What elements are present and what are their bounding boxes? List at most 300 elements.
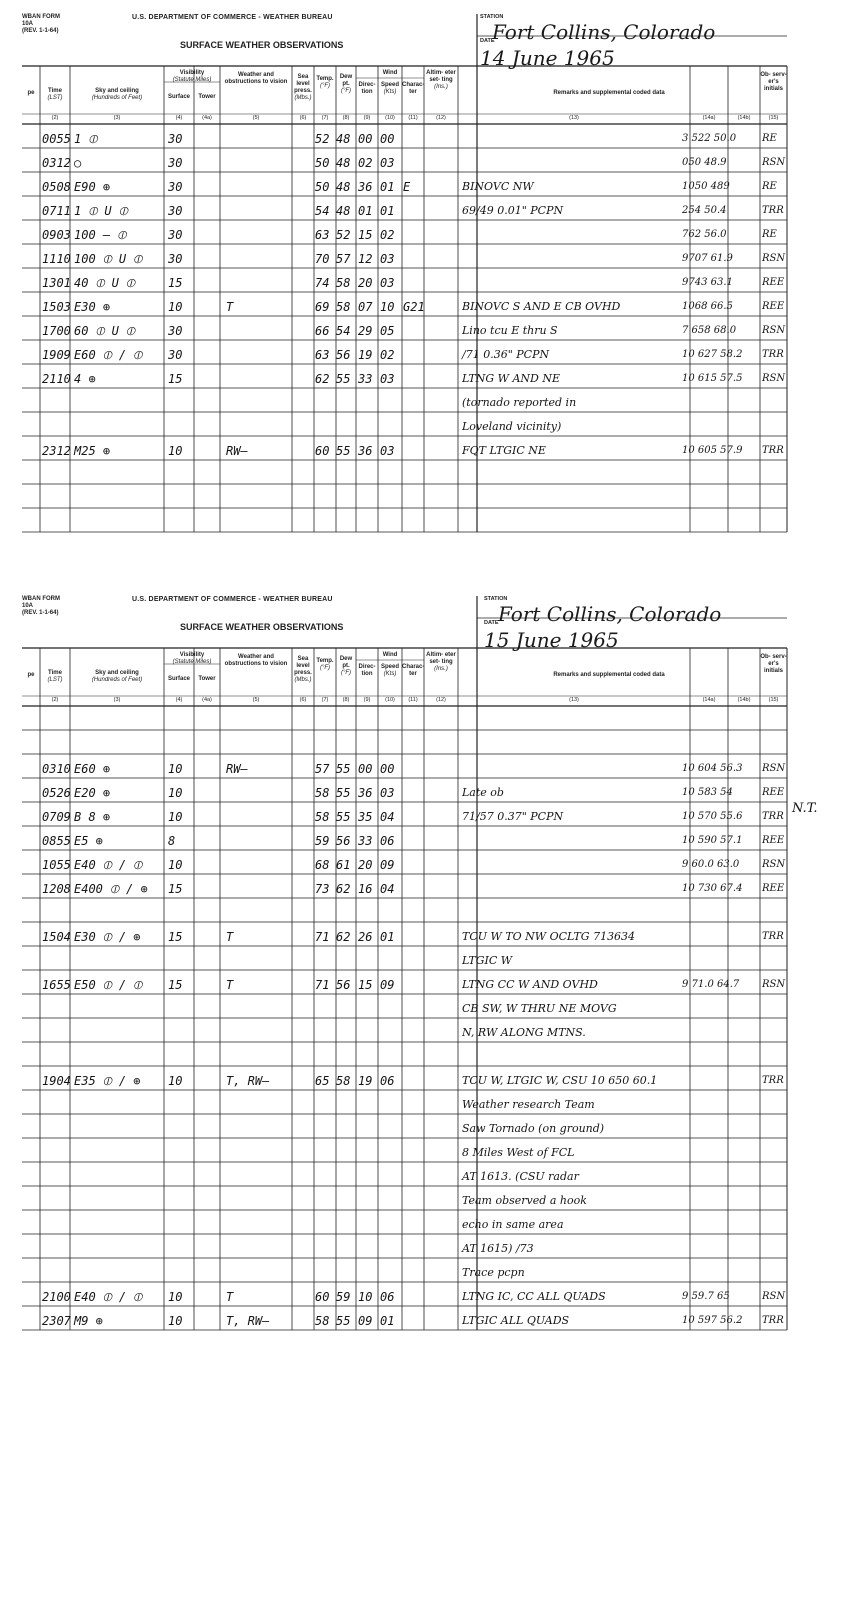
cell-dew: 48	[336, 156, 351, 170]
cell-spd: 05	[380, 324, 395, 338]
cell-sky: 1 ⦶ U ⦶	[74, 204, 128, 218]
cell-temp: 70	[315, 252, 330, 266]
cell-vis: 10	[168, 786, 183, 800]
cell-spd: 01	[380, 930, 395, 944]
observation-sheet-june-14	[22, 14, 812, 544]
column-number: (5)	[252, 697, 260, 703]
column-header	[402, 664, 424, 678]
cell-dir: 29	[358, 324, 373, 338]
cell-coded: 10 730 67.4	[682, 883, 743, 894]
agency-name: U.S. DEPARTMENT OF COMMERCE - WEATHER BUREAU	[132, 14, 333, 21]
cell-time: 1208	[42, 882, 71, 896]
observation-date: 15 June 1965	[484, 628, 619, 652]
cell-weather: T	[226, 930, 234, 944]
column-header-unit: (°F)	[340, 88, 352, 94]
cell-init: RSN	[762, 373, 786, 384]
cell-time: 1110	[42, 252, 71, 266]
cell-weather: RW—	[226, 444, 248, 458]
cell-remarks: Weather research Team	[462, 1098, 595, 1111]
cell-dew: 62	[336, 882, 351, 896]
cell-coded: 9707 61.9	[682, 253, 733, 264]
column-number: (8)	[342, 115, 350, 121]
column-header	[70, 88, 164, 102]
column-header	[40, 88, 70, 102]
column-header	[292, 656, 314, 684]
cell-vis: 30	[168, 324, 183, 338]
cell-time: 0855	[42, 834, 71, 848]
cell-temp: 74	[315, 276, 330, 290]
cell-temp: 60	[315, 1290, 330, 1304]
cell-remarks: BINOVC NW	[462, 180, 534, 193]
column-header-label: Charac- ter	[402, 82, 425, 95]
column-header-label: Wind	[382, 70, 398, 76]
cell-temp: 57	[315, 762, 330, 776]
cell-dew: 56	[336, 834, 351, 848]
column-header	[356, 82, 378, 96]
cell-vis: 10	[168, 1074, 183, 1088]
cell-dir: 20	[358, 276, 373, 290]
column-header-label: Ob- serv- er's initials	[760, 72, 787, 92]
cell-sky: 1 ⦶	[74, 132, 98, 146]
column-header	[356, 70, 424, 77]
cell-spd: 01	[380, 204, 395, 218]
column-header-unit: (Ins.)	[434, 666, 448, 672]
column-header	[378, 82, 402, 96]
form-title: SURFACE WEATHER OBSERVATIONS	[180, 622, 344, 632]
cell-spd: 03	[380, 156, 395, 170]
column-header-label: Charac- ter	[402, 664, 425, 677]
cell-init: RSN	[762, 325, 786, 336]
cell-vis: 8	[168, 834, 176, 848]
cell-temp: 60	[315, 444, 330, 458]
cell-char: E	[403, 180, 411, 194]
cell-time: 0903	[42, 228, 71, 242]
cell-remarks: AT 1613. (CSU radar	[462, 1170, 579, 1183]
cell-coded: 050 48.9	[682, 157, 727, 168]
cell-vis: 10	[168, 858, 183, 872]
cell-vis: 15	[168, 930, 183, 944]
column-header	[194, 94, 220, 101]
column-header-unit: (Kts)	[383, 89, 397, 95]
cell-init: TRR	[762, 811, 784, 822]
cell-coded: 7 658 68.0	[682, 325, 737, 336]
cell-dew: 55	[336, 786, 351, 800]
column-header-unit: (°F)	[319, 665, 331, 671]
column-header-unit: (Ins.)	[434, 84, 448, 90]
cell-dew: 56	[336, 978, 351, 992]
cell-sky: ○	[74, 156, 82, 170]
cell-temp: 68	[315, 858, 330, 872]
cell-vis: 30	[168, 252, 183, 266]
cell-dir: 20	[358, 858, 373, 872]
cell-temp: 63	[315, 228, 330, 242]
cell-init: TRR	[762, 445, 784, 456]
column-header	[220, 654, 292, 668]
column-header-label: Speed	[380, 664, 399, 670]
column-number: (8)	[342, 697, 350, 703]
column-header	[458, 672, 760, 679]
cell-vis: 30	[168, 228, 183, 242]
column-header-label: Wind	[382, 652, 398, 658]
cell-coded: 9 59.7 65	[682, 1291, 730, 1302]
column-header-unit: (°F)	[340, 670, 352, 676]
cell-remarks: LTNG IC, CC ALL QUADS	[462, 1290, 606, 1303]
cell-init: RSN	[762, 157, 786, 168]
column-number: (7)	[321, 697, 329, 703]
column-header-unit: (LST)	[47, 677, 63, 683]
column-header	[164, 94, 194, 101]
cell-remarks: Team observed a hook	[462, 1194, 587, 1207]
column-number: (4)	[175, 697, 183, 703]
cell-sky: 60 ⦶ U ⦶	[74, 324, 135, 338]
cell-vis: 15	[168, 978, 183, 992]
cell-coded: 1068 66.5	[682, 301, 733, 312]
cell-temp: 71	[315, 930, 330, 944]
cell-time: 0526	[42, 786, 71, 800]
cell-spd: 09	[380, 978, 395, 992]
cell-spd: 03	[380, 372, 395, 386]
cell-dir: 36	[358, 786, 373, 800]
cell-dew: 55	[336, 810, 351, 824]
cell-sky: M9 ⊕	[74, 1314, 103, 1328]
cell-spd: 01	[380, 180, 395, 194]
column-header-label: Dew pt.	[339, 656, 353, 669]
cell-dew: 54	[336, 324, 351, 338]
column-header	[292, 74, 314, 102]
cell-coded: 9 60.0 63.0	[682, 859, 740, 870]
column-number: (3)	[113, 115, 121, 121]
station-label: STATION	[480, 14, 504, 20]
cell-init: RE	[762, 229, 777, 240]
column-header	[194, 676, 220, 683]
cell-vis: 30	[168, 204, 183, 218]
cell-sky: E40 ⦶ / ⦶	[74, 858, 142, 872]
cell-weather: T	[226, 978, 234, 992]
cell-dew: 61	[336, 858, 351, 872]
cell-dir: 02	[358, 156, 373, 170]
cell-temp: 71	[315, 978, 330, 992]
column-number: (14b)	[737, 115, 751, 121]
column-number: (6)	[299, 697, 307, 703]
cell-dir: 15	[358, 978, 373, 992]
column-header-label: Sea level press.	[294, 656, 312, 676]
column-header-label: Altim- eter set- ting	[426, 70, 456, 83]
cell-vis: 10	[168, 762, 183, 776]
cell-dew: 55	[336, 1314, 351, 1328]
column-header-unit: (°F)	[319, 83, 331, 89]
cell-coded: 10 627 58.2	[682, 349, 743, 360]
cell-dir: 00	[358, 132, 373, 146]
cell-spd: 06	[380, 1290, 395, 1304]
form-grid	[22, 596, 812, 1336]
cell-remarks: /71 0.36" PCPN	[462, 348, 550, 361]
cell-coded: 254 50.4	[682, 205, 727, 216]
cell-temp: 62	[315, 372, 330, 386]
column-number: (14a)	[702, 115, 716, 121]
cell-vis: 10	[168, 810, 183, 824]
column-number: (14b)	[737, 697, 751, 703]
column-number: (12)	[436, 697, 446, 703]
cell-spd: 03	[380, 786, 395, 800]
cell-time: 0310	[42, 762, 71, 776]
cell-dew: 48	[336, 204, 351, 218]
column-header	[402, 82, 424, 96]
column-number: (4a)	[202, 115, 212, 121]
cell-spd: 00	[380, 762, 395, 776]
cell-dew: 55	[336, 444, 351, 458]
cell-remarks: LTGIC W	[462, 954, 513, 967]
cell-sky: E60 ⊕	[74, 762, 111, 776]
cell-spd: 10	[380, 300, 395, 314]
cell-init: REE	[762, 787, 785, 798]
cell-temp: 58	[315, 786, 330, 800]
cell-temp: 73	[315, 882, 330, 896]
cell-weather: T, RW—	[226, 1314, 270, 1328]
cell-temp: 52	[315, 132, 330, 146]
cell-remarks: BINOVC S AND E CB OVHD	[462, 300, 621, 313]
cell-remarks: 71/57 0.37" PCPN	[462, 810, 564, 823]
cell-remarks: LTGIC ALL QUADS	[462, 1314, 570, 1327]
column-number: (15)	[768, 115, 779, 121]
cell-sky: E20 ⊕	[74, 786, 111, 800]
column-header-label: Tower	[198, 94, 216, 100]
cell-init: TRR	[762, 205, 784, 216]
cell-init: REE	[762, 835, 785, 846]
cell-spd: 03	[380, 444, 395, 458]
cell-sky: 4 ⊕	[74, 372, 96, 386]
cell-sky: E30 ⊕	[74, 300, 111, 314]
column-header-label: Sea level press.	[294, 74, 312, 94]
form-id: WBAN FORM 10A (REV. 1-1-64)	[22, 14, 60, 34]
cell-dir: 36	[358, 444, 373, 458]
column-header	[164, 70, 220, 84]
cell-remarks: TCU W, LTGIC W, CSU 10 650 60.1	[462, 1074, 658, 1087]
column-header	[220, 72, 292, 86]
cell-sky: E60 ⦶ / ⦶	[74, 348, 142, 362]
cell-dew: 58	[336, 276, 351, 290]
column-header-label: Remarks and supplemental coded data	[553, 90, 665, 96]
cell-dew: 56	[336, 348, 351, 362]
cell-remarks: N, RW ALONG MTNS.	[462, 1026, 586, 1039]
column-header-label: Time	[48, 670, 62, 676]
cell-time: 1055	[42, 858, 71, 872]
cell-coded: 1050 489	[682, 181, 730, 192]
column-header-label: Temp.	[316, 658, 334, 664]
cell-sky: E35 ⦶ / ⊕	[74, 1074, 141, 1088]
cell-init: RSN	[762, 859, 786, 870]
column-number: (11)	[408, 697, 418, 703]
cell-remarks: TCU W TO NW OCLTG 713634	[462, 930, 636, 943]
column-number: (4a)	[202, 697, 212, 703]
column-number: (11)	[408, 115, 418, 121]
margin-note: N.T.	[792, 801, 818, 816]
column-header	[356, 664, 378, 678]
column-header-label: Tower	[198, 676, 216, 682]
column-header	[22, 672, 40, 679]
cell-coded: 3 522 50.0	[682, 133, 737, 144]
cell-dir: 16	[358, 882, 373, 896]
cell-spd: 01	[380, 1314, 395, 1328]
cell-dew: 48	[336, 132, 351, 146]
cell-remarks: AT 1615) /73	[462, 1242, 534, 1255]
cell-dew: 59	[336, 1290, 351, 1304]
cell-dew: 57	[336, 252, 351, 266]
column-header	[458, 90, 760, 97]
cell-coded: 10 615 57.5	[682, 373, 743, 384]
cell-spd: 03	[380, 252, 395, 266]
cell-sky: 40 ⦶ U ⦶	[74, 276, 135, 290]
cell-dir: 35	[358, 810, 373, 824]
column-header-unit: (Hundreds of Feet)	[91, 677, 143, 683]
column-header-unit: (Hundreds of Feet)	[91, 95, 143, 101]
column-header-unit: (Statute Miles)	[172, 659, 212, 665]
cell-sky: E5 ⊕	[74, 834, 103, 848]
cell-temp: 69	[315, 300, 330, 314]
column-header	[760, 654, 787, 675]
cell-remarks: Late ob	[462, 786, 504, 799]
cell-vis: 30	[168, 132, 183, 146]
cell-sky: M25 ⊕	[74, 444, 111, 458]
cell-temp: 65	[315, 1074, 330, 1088]
column-number: (5)	[252, 115, 260, 121]
cell-time: 1909	[42, 348, 71, 362]
column-header-label: Surface	[167, 676, 190, 682]
cell-temp: 54	[315, 204, 330, 218]
column-header	[22, 90, 40, 97]
column-header	[336, 656, 356, 677]
cell-dir: 00	[358, 762, 373, 776]
cell-time: 2307	[42, 1314, 71, 1328]
cell-dir: 01	[358, 204, 373, 218]
column-number: (12)	[436, 115, 446, 121]
column-header	[424, 652, 458, 673]
cell-vis: 10	[168, 1290, 183, 1304]
column-header-unit: (Statute Miles)	[172, 77, 212, 83]
cell-coded: 10 590 57.1	[682, 835, 743, 846]
column-header-unit: (Mbs.)	[294, 95, 312, 101]
column-number: (9)	[363, 115, 371, 121]
cell-coded: 10 570 55.6	[682, 811, 743, 822]
cell-init: RE	[762, 181, 777, 192]
column-header	[40, 670, 70, 684]
column-header	[70, 670, 164, 684]
cell-dew: 55	[336, 372, 351, 386]
column-header-label: Visibility	[179, 652, 205, 658]
cell-init: REE	[762, 883, 785, 894]
cell-temp: 58	[315, 810, 330, 824]
cell-time: 0709	[42, 810, 71, 824]
cell-time: 2312	[42, 444, 71, 458]
cell-vis: 10	[168, 300, 183, 314]
cell-remarks: 69/49 0.01" PCPN	[462, 204, 564, 217]
cell-spd: 02	[380, 228, 395, 242]
cell-char: G21	[403, 300, 425, 314]
station-name: Fort Collins, Colorado	[492, 20, 716, 44]
cell-init: RSN	[762, 1291, 786, 1302]
cell-time: 0312	[42, 156, 71, 170]
cell-time: 1504	[42, 930, 71, 944]
cell-init: TRR	[762, 349, 784, 360]
cell-dir: 10	[358, 1290, 373, 1304]
cell-time: 0508	[42, 180, 71, 194]
cell-remarks: (tornado reported in	[462, 396, 577, 409]
cell-weather: RW—	[226, 762, 248, 776]
cell-spd: 02	[380, 348, 395, 362]
cell-dew: 48	[336, 180, 351, 194]
cell-init: TRR	[762, 1075, 784, 1086]
cell-dew: 62	[336, 930, 351, 944]
agency-name: U.S. DEPARTMENT OF COMMERCE - WEATHER BUREAU	[132, 596, 333, 603]
cell-remarks: Lino tcu E thru S	[462, 324, 558, 337]
column-number: (13)	[569, 115, 579, 121]
cell-vis: 30	[168, 156, 183, 170]
column-header	[424, 70, 458, 91]
cell-init: TRR	[762, 1315, 784, 1326]
cell-init: REE	[762, 301, 785, 312]
column-number: (9)	[363, 697, 371, 703]
cell-sky: E90 ⊕	[74, 180, 111, 194]
column-header-label: Weather and obstructions to vision	[224, 72, 288, 85]
cell-dew: 52	[336, 228, 351, 242]
column-number: (2)	[51, 115, 59, 121]
cell-coded: 10 597 56.2	[682, 1315, 743, 1326]
cell-remarks: LTNG W AND NE	[462, 372, 560, 385]
cell-dew: 58	[336, 1074, 351, 1088]
column-header-label: Sky and ceiling	[95, 88, 139, 94]
cell-dir: 07	[358, 300, 373, 314]
cell-spd: 06	[380, 834, 395, 848]
column-header	[164, 676, 194, 683]
column-header	[336, 74, 356, 95]
column-number: (14a)	[702, 697, 716, 703]
cell-remarks: LTNG CC W AND OVHD	[462, 978, 598, 991]
cell-time: 1700	[42, 324, 71, 338]
cell-sky: B 8 ⊕	[74, 810, 111, 824]
column-header	[356, 652, 424, 659]
column-header-label: Speed	[380, 82, 399, 88]
column-header	[314, 76, 336, 90]
form-title: SURFACE WEATHER OBSERVATIONS	[180, 40, 344, 50]
cell-spd: 09	[380, 858, 395, 872]
cell-weather: T, RW—	[226, 1074, 270, 1088]
cell-remarks: Saw Tornado (on ground)	[462, 1122, 605, 1135]
column-number: (2)	[51, 697, 59, 703]
cell-init: RE	[762, 133, 777, 144]
cell-temp: 50	[315, 180, 330, 194]
column-number: (7)	[321, 115, 329, 121]
cell-coded: 9743 63.1	[682, 277, 733, 288]
column-header-label: Direc- tion	[358, 82, 376, 95]
cell-dir: 19	[358, 348, 373, 362]
cell-temp: 59	[315, 834, 330, 848]
column-number: (13)	[569, 697, 579, 703]
cell-remarks: Trace pcpn	[462, 1266, 525, 1279]
column-header-label: Time	[48, 88, 62, 94]
cell-temp: 66	[315, 324, 330, 338]
column-header-label: Altim- eter set- ting	[426, 652, 456, 665]
column-number: (4)	[175, 115, 183, 121]
cell-init: RSN	[762, 763, 786, 774]
cell-sky: E30 ⦶ / ⊕	[74, 930, 141, 944]
cell-time: 1904	[42, 1074, 71, 1088]
cell-dew: 55	[336, 762, 351, 776]
cell-coded: 10 583 54	[682, 787, 733, 798]
column-number: (6)	[299, 115, 307, 121]
cell-temp: 58	[315, 1314, 330, 1328]
column-number: (3)	[113, 697, 121, 703]
station-label: STATION	[484, 596, 508, 602]
column-header-unit: (Mbs.)	[294, 677, 312, 683]
